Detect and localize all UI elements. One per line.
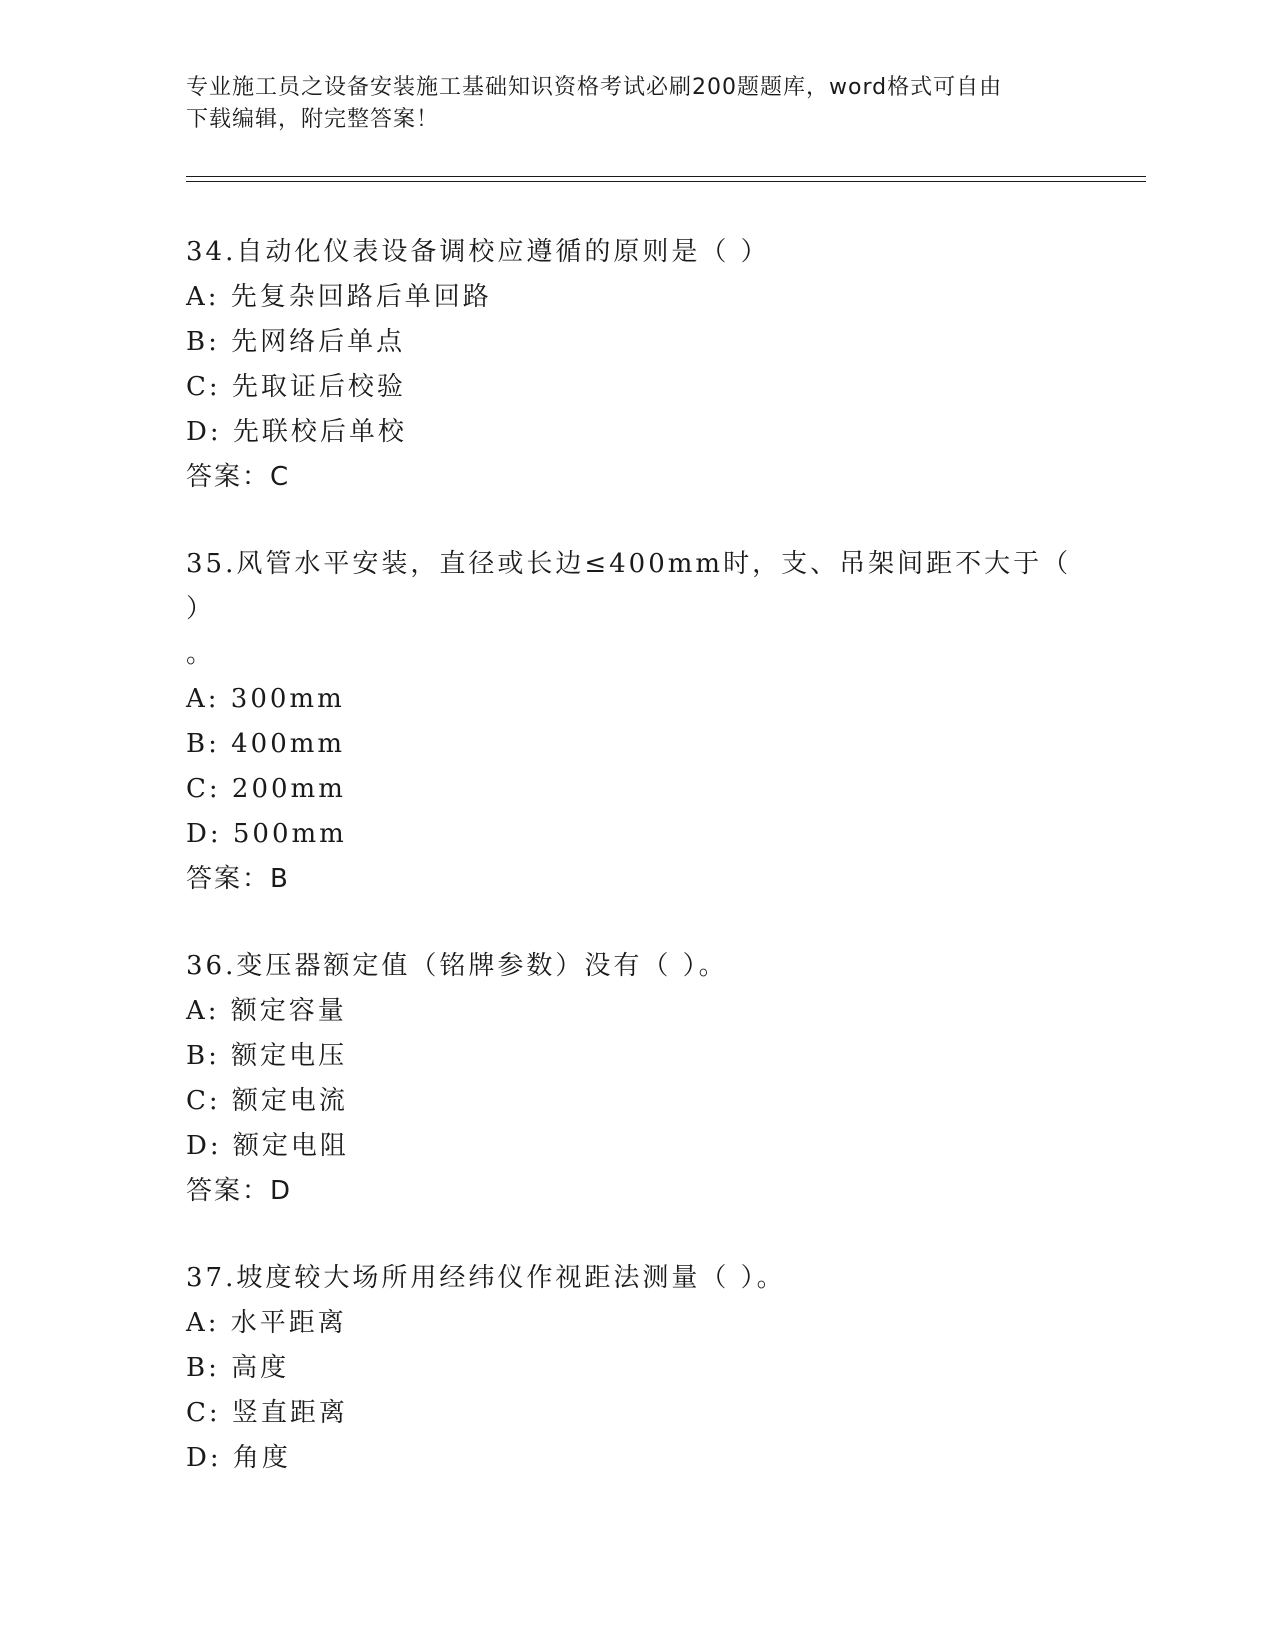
- option-c: C: 额定电流: [186, 1086, 348, 1116]
- option-b: B: 400mm: [186, 729, 346, 759]
- answer: 答案：B: [186, 864, 290, 894]
- document-header: [186, 72, 1066, 136]
- question-stem: 35.风管水平安装，直径或长边≤400mm时，支、吊架间距不大于（ ）: [186, 549, 1072, 624]
- option-b: B: 先网络后单点: [186, 327, 406, 357]
- question-list: [186, 230, 1086, 1523]
- question-35: [186, 542, 1086, 902]
- option-a: A: 水平距离: [186, 1308, 347, 1338]
- question-stem-continuation: 。: [186, 639, 216, 669]
- option-a: A: 300mm: [186, 684, 345, 714]
- question-37: [186, 1256, 1086, 1481]
- header-line-2: 下载编辑，附完整答案！: [186, 107, 440, 132]
- header-rule-bottom: [186, 181, 1146, 182]
- option-a: A: 先复杂回路后单回路: [186, 282, 492, 312]
- option-d: D: 先联校后单校: [186, 417, 407, 447]
- question-stem: 37.坡度较大场所用经纬仪作视距法测量（ ）。: [186, 1263, 786, 1293]
- question-36: [186, 944, 1086, 1214]
- header-rule-top: [186, 176, 1146, 177]
- header-line-1: 专业施工员之设备安装施工基础知识资格考试必刷200题题库，word格式可自由: [186, 75, 1003, 100]
- question-34: [186, 230, 1086, 500]
- option-b: B: 高度: [186, 1353, 290, 1383]
- answer: 答案：C: [186, 462, 291, 492]
- option-d: D: 500mm: [186, 819, 347, 849]
- question-stem: 34.自动化仪表设备调校应遵循的原则是（ ）: [186, 237, 770, 267]
- option-a: A: 额定容量: [186, 996, 347, 1026]
- option-c: C: 竖直距离: [186, 1398, 348, 1428]
- question-stem: 36.变压器额定值（铭牌参数）没有（ ）。: [186, 951, 728, 981]
- option-c: C: 先取证后校验: [186, 372, 406, 402]
- answer: 答案：D: [186, 1176, 293, 1206]
- option-c: C: 200mm: [186, 774, 346, 804]
- option-b: B: 额定电压: [186, 1041, 348, 1071]
- option-d: D: 额定电阻: [186, 1131, 349, 1161]
- option-d: D: 角度: [186, 1443, 291, 1473]
